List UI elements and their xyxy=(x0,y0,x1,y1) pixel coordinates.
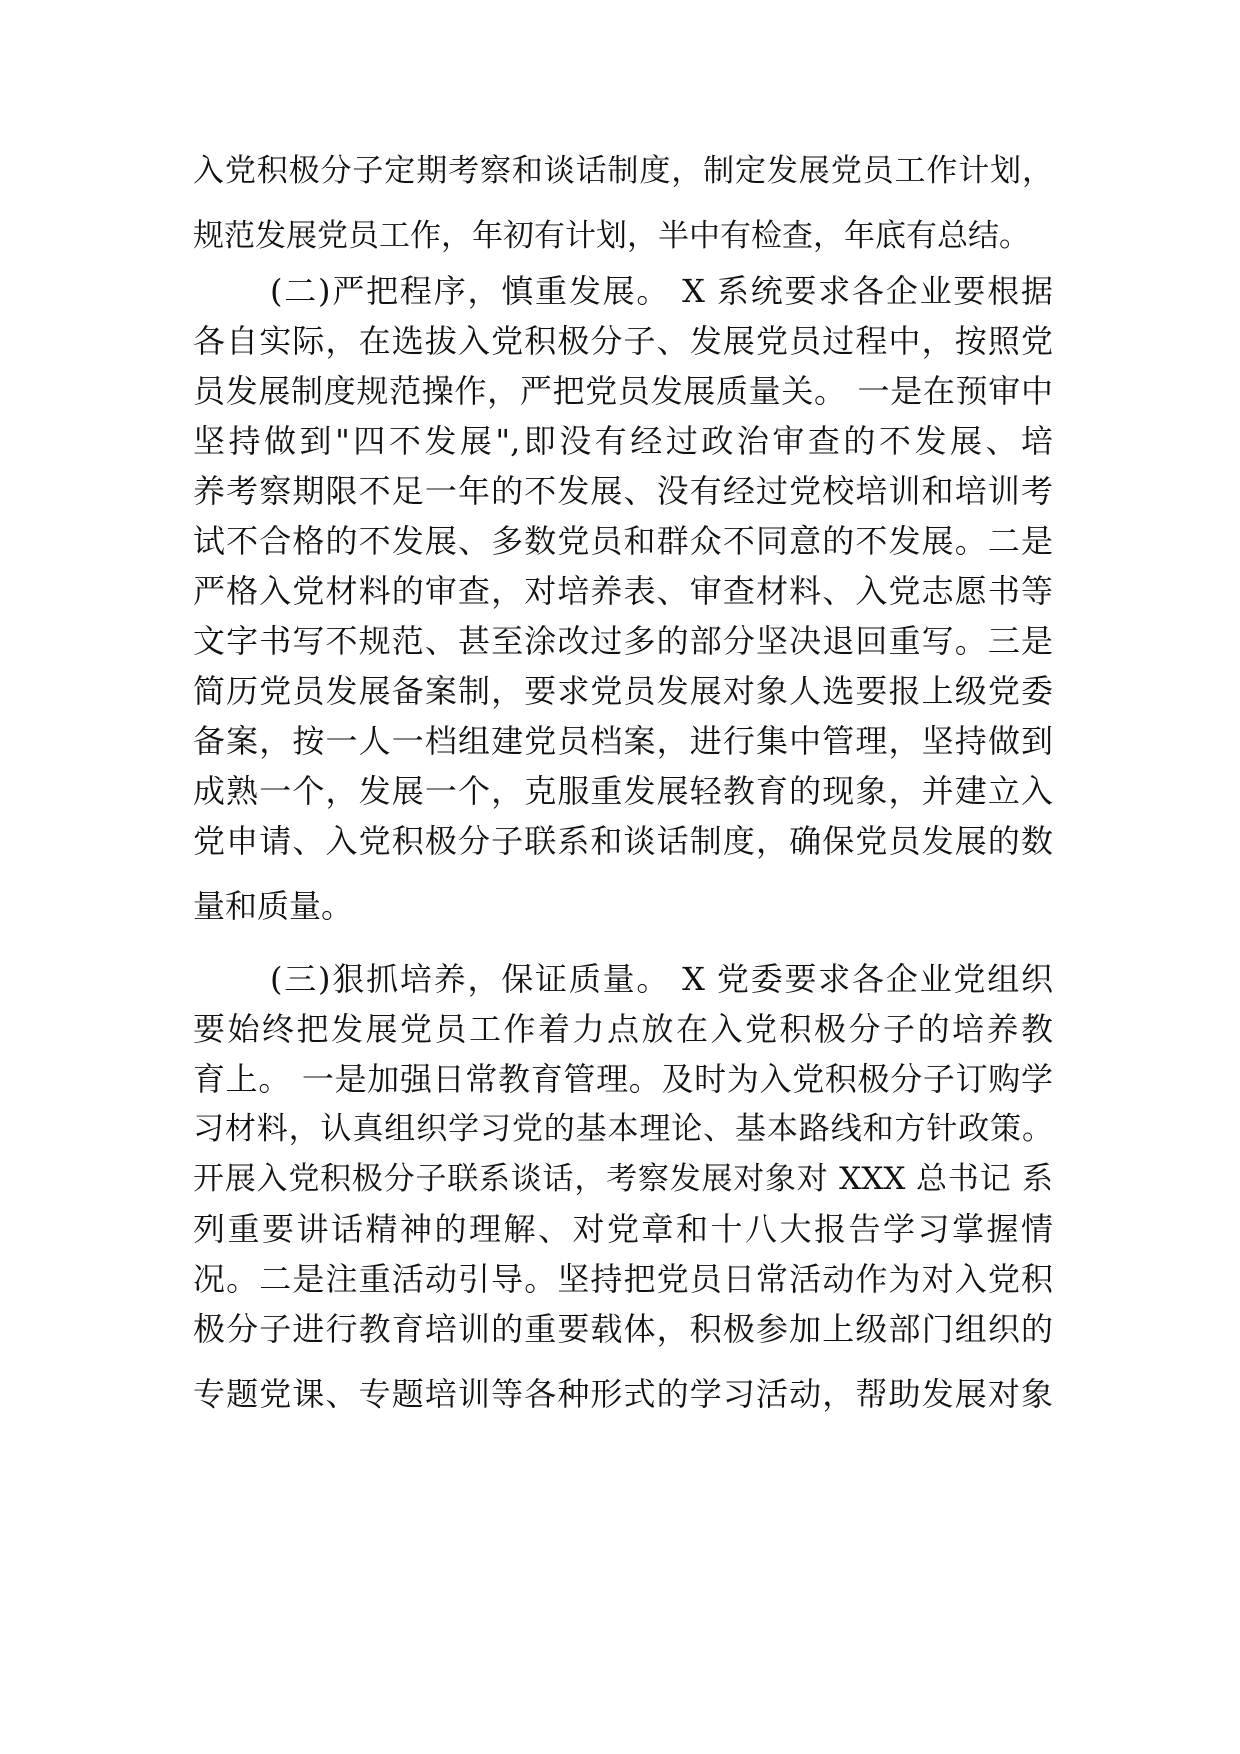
text-line: 入党积极分子定期考察和谈话制度，制定发展党员工作计划， xyxy=(193,153,1053,189)
text-line: 养考察期限不足一年的不发展、没有经过党校培训和培训考 xyxy=(193,472,1053,510)
text-line: 育上。 一是加强日常教育管理。及时为入党积极分子订购学 xyxy=(193,1060,1053,1098)
text-line: 开展入党积极分子联系谈话，考察发展对象对 XXX 总书记 系 xyxy=(193,1161,1053,1197)
text-line: 严格入党材料的审查，对培养表、审查材料、入党志愿书等 xyxy=(193,572,1053,610)
text-line: 量和质量。 xyxy=(193,887,354,925)
text-line: 简历党员发展备案制，要求党员发展对象人选要报上级党委 xyxy=(193,672,1053,710)
text-line: 各自实际，在选拔入党积极分子、发展党员过程中，按照党 xyxy=(193,322,1053,360)
text-line: 成熟一个，发展一个，克服重发展轻教育的现象，并建立入 xyxy=(193,772,1053,810)
text-line: 员发展制度规范操作，严把党员发展质量关。 一是在预审中 xyxy=(193,372,1053,410)
text-line: 试不合格的不发展、多数党员和群众不同意的不发展。二是 xyxy=(193,522,1053,560)
text-line: 习材料，认真组织学习党的基本理论、基本路线和方针政策。 xyxy=(193,1111,1053,1147)
text-line: 极分子进行教育培训的重要载体，积极参加上级部门组织的 xyxy=(193,1310,1053,1348)
text-line: 列重要讲话精神的理解、对党章和十八大报告学习掌握情 xyxy=(193,1210,1053,1248)
text-line: 备案，按一人一档组建党员档案，进行集中管理，坚持做到 xyxy=(193,722,1053,760)
text-line: 要始终把发展党员工作着力点放在入党积极分子的培养教 xyxy=(193,1010,1053,1048)
text-line: 坚持做到"四不发展",即没有经过政治审查的不发展、培 xyxy=(193,422,1053,460)
text-line: 专题党课、专题培训等各种形式的学习活动，帮助发展对象 xyxy=(193,1375,1053,1413)
paragraph-heading-line: (三)狠抓培养，保证质量。 X 党委要求各企业党组织 xyxy=(270,960,1053,998)
paragraph-heading-line: (二)严把程序，慎重发展。 X 系统要求各企业要根据 xyxy=(270,272,1053,310)
text-line: 文字书写不规范、甚至涂改过多的部分坚决退回重写。三是 xyxy=(193,622,1053,660)
text-line: 况。二是注重活动引导。坚持把党员日常活动作为对入党积 xyxy=(193,1260,1053,1298)
text-line: 规范发展党员工作，年初有计划，半中有检查，年底有总结。 xyxy=(193,218,1030,254)
text-line: 党申请、入党积极分子联系和谈话制度，确保党员发展的数 xyxy=(193,822,1053,860)
